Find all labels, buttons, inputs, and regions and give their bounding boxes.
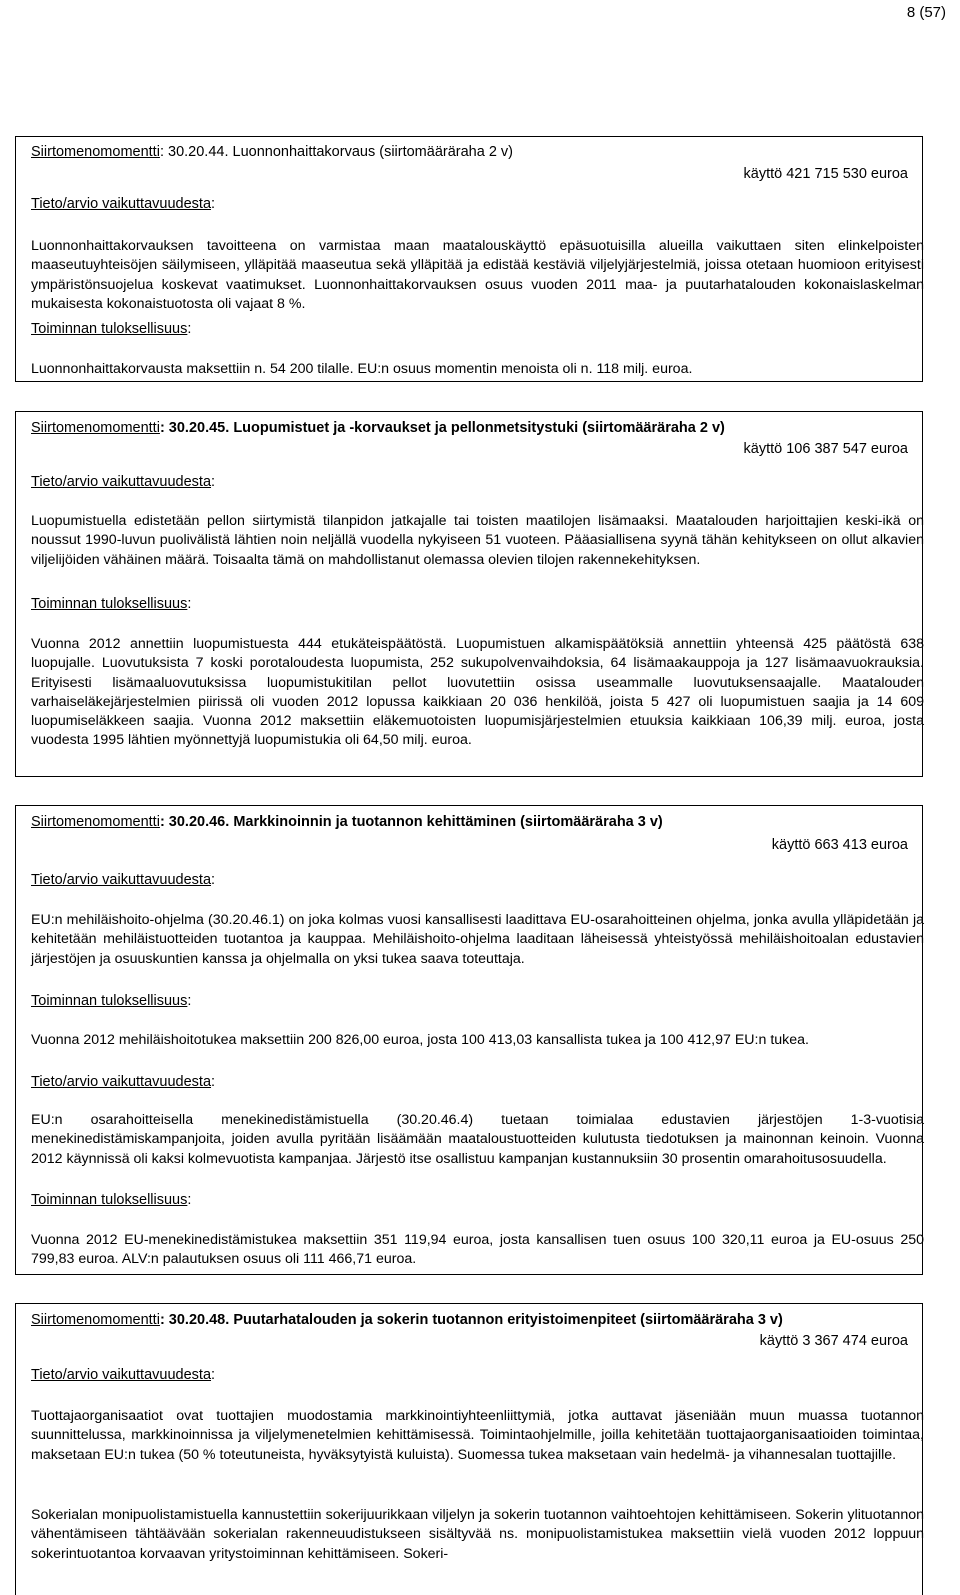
section-heading: Siirtomenomomentti: 30.20.46. Markkinoinnin ja tuotannon kehittäminen (siirtomääräraha 3 v) (31, 814, 663, 830)
effect-label: Tieto/arvio vaikuttavuudesta (31, 474, 212, 490)
moment-label: Siirtomenomomentti (31, 144, 160, 160)
performance-label: Toiminnan tuloksellisuus (31, 1192, 188, 1208)
effect-paragraph-1: EU:n mehiläishoito-ohjelma (30.20.46.1) on joka kolmas vuosi kansallisesti laadittava EU-osarahoitteinen ohjelma, jonka avulla ylläpidetään ja kehitetään mehiläistuotteiden tuotantoa ja kauppaa. Mehiläishoito-ohjelma laaditaan läheisessä yhteistyössä mehiläishoitoalan edustavien järjestöjen ja osuuskuntien kanssa ja ohjelmalla on yksi tukea saava toteuttaja. (31, 912, 924, 967)
section-30-20-45: Siirtomenomomentti: 30.20.45. Luopumistuet ja -korvaukset ja pellonmetsitystuki (siirtomääräraha 2 v) käyttö 106 387 547 euroa Tieto/arvio vaikuttavuudesta: Luopumistuella edistetään pellon siirtymistä tilanpidon jatkajalle tai toisten maatilojen lisämaaksi. Maatalouden harjoittajien keski-ikä on noussut 1990-luvun puolivälistä lähtien noin neljällä vuodella nykyiseen 51 vuoteen. Pääasiallisena syynä tähän kehitykseen on ollut alkavien viljelijöiden vähäinen määrä. Toisaalta tämä on mahdollistanut olemassa olevien tilojen rakennekehityksen. Toiminnan tuloksellisuus: Vuonna 2012 annettiin luopumistuesta 444 etukäteispäätöstä. Luopumistuen alkamispäätöksiä annettiin yhteensä 425 päätöstä 638 luopujalle. Luovutuksista 7 koski porotaloudesta luopumista, 252 sukupolvenvaihdoksia, 64 lisämaakauppoja ja 127 lisämaavuokrauksia. Erityisesti lisämaaluovutuksissa luopumistukitilan pellot luovutettiin osissa useammalle luovutuksensaajalle. Maatalouden varhaiseläkejärjestelmien piirissä oli vuoden 2012 lopussa kaikkiaan 20 036 henkilöä, joista 5 427 oli luopumistuen saajia ja 14 609 luopumiseläkkeen saajia. Vuonna 2012 maksettiin eläkemuotoisten luopumisjärjestelmien etuuksia kaikkiaan 106,39 milj. euroa, josta vuodesta 1995 lähtien myönnettyjä luopumistukia oli 64,50 milj. euroa. (15, 411, 923, 777)
moment-label: Siirtomenomomentti (31, 1312, 160, 1328)
section-30-20-46: Siirtomenomomentti: 30.20.46. Markkinoinnin ja tuotannon kehittäminen (siirtomääräraha 3 v) käyttö 663 413 euroa Tieto/arvio vaikuttavuudesta: EU:n mehiläishoito-ohjelma (30.20.46.1) on joka kolmas vuosi kansallisesti laadittava EU-osarahoitteinen ohjelma, jonka avulla ylläpidetään ja kehitetään mehiläistuotteiden tuotantoa ja kauppaa. Mehiläishoito-ohjelma laaditaan läheisessä yhteistyössä mehiläishoitoalan edustavien järjestöjen ja osuuskuntien kanssa ja ohjelmalla on yksi tukea saava toteuttaja. Toiminnan tuloksellisuus: Vuonna 2012 mehiläishoitotukea maksettiin 200 826,00 euroa, josta 100 413,03 kansallista tukea ja 100 412,97 EU:n tukea. Tieto/arvio vaikuttavuudesta: EU:n osarahoitteisella menekinedistämistuella (30.20.46.4) tuetaan toimialaa edustavien järjestöjen 1-3-vuotisia menekinedistämiskampanjoita, joiden avulla pyritään lisäämään maataloustuotteiden kulutusta tiedotuksen ja mainonnan keinoin. Vuonna 2012 käynnissä oli kaksi kolmevuotista kampanjaa. Järjestö itse osallistuu kampanjan kustannuksiin 30 prosentin omarahoitusosuudella. Toiminnan tuloksellisuus: Vuonna 2012 EU-menekinedistämistukea maksettiin 351 119,94 euroa, josta kansallisen tuen osuus 100 320,11 euroa ja EU-osuus 250 799,83 euroa. ALV:n palautuksen osuus oli 111 466,71 euroa. (15, 805, 923, 1275)
performance-paragraph: Vuonna 2012 annettiin luopumistuesta 444 etukäteispäätöstä. Luopumistuen alkamispäätöksiä annettiin yhteensä 425 päätöstä 638 luopujalle. Luovutuksista 7 koski porotaloudesta luopumista, 252 sukupolvenvaihdoksia, 64 lisämaakauppoja ja 127 lisämaavuokrauksia. Erityisesti lisämaaluovutuksissa luopumistukitilan pellot luovutettiin osissa useammalle luovutuksensaajalle. Maatalouden varhaiseläkejärjestelmien piirissä oli vuoden 2012 lopussa kaikkiaan 20 036 henkilöä, joista 5 427 oli luopumistuen saajia ja 14 609 luopumiseläkkeen saajia. Vuonna 2012 maksettiin eläkemuotoisten luopumisjärjestelmien etuuksia kaikkiaan 106,39 milj. euroa, josta vuodesta 1995 lähtien myönnettyjä luopumistukia oli 64,50 milj. euroa. (31, 636, 924, 749)
effect-paragraph-1: Tuottajaorganisaatiot ovat tuottajien muodostamia markkinointiyhteenliittymiä, jotka auttavat jäseniään muun muassa tuotannon suunnittelussa, markkinoinnissa ja viljelymenetelmien kehittämisessä. Toimintaohjelmille, joilla kehitetään tuottajaorganisaatioiden toimintaa, maksetaan EU:n tukea (50 % toteutuneista, hyväksytyistä kuluista). Suomessa tukea maksetaan vain hedelmä- ja vihannesalan tuottajille. (31, 1408, 924, 1463)
effect-paragraph-2: EU:n osarahoitteisella menekinedistämistuella (30.20.46.4) tuetaan toimialaa edustavien järjestöjen 1-3-vuotisia menekinedistämiskampanjoita, joiden avulla pyritään lisäämään maataloustuotteiden kulutusta tiedotuksen ja mainonnan keinoin. Vuonna 2012 käynnissä oli kaksi kolmevuotista kampanjaa. Järjestö itse osallistuu kampanjan kustannuksiin 30 prosentin omarahoitusosuudella. (31, 1112, 924, 1167)
section-title: Puutarhatalouden ja sokerin tuotannon erityistoimenpiteet (siirtomääräraha 3 v) (233, 1312, 783, 1328)
usage-amount: käyttö 421 715 530 euroa (743, 166, 908, 182)
moment-number: 30.20.48. (168, 1312, 230, 1328)
effect-label: Tieto/arvio vaikuttavuudesta (31, 1074, 212, 1090)
performance-label: Toiminnan tuloksellisuus (31, 596, 188, 612)
section-title: Luonnonhaittakorvaus (siirtomääräraha 2 v) (232, 144, 513, 160)
effect-label: Tieto/arvio vaikuttavuudesta (31, 872, 212, 888)
moment-number: 30.20.44. (168, 144, 229, 160)
performance-paragraph-2: Vuonna 2012 EU-menekinedistämistukea maksettiin 351 119,94 euroa, josta kansallisen tuen osuus 100 320,11 euroa ja EU-osuus 250 799,83 euroa. ALV:n palautuksen osuus oli 111 466,71 euroa. (31, 1232, 924, 1268)
usage-amount: käyttö 3 367 474 euroa (759, 1333, 908, 1349)
effect-paragraph: Luopumistuella edistetään pellon siirtymistä tilanpidon jatkajalle tai toisten maatilojen lisämaaksi. Maatalouden harjoittajien keski-ikä on noussut 1990-luvun puolivälistä lähtien noin neljällä vuodella nykyiseen 51 vuoteen. Pääasiallisena syynä tähän kehitykseen on ollut alkavien viljelijöiden vähäinen määrä. Toisaalta tämä on mahdollistanut olemassa olevien tilojen rakennekehityksen. (31, 513, 924, 568)
section-heading: Siirtomenomomentti: 30.20.44. Luonnonhaittakorvaus (siirtomääräraha 2 v) (31, 144, 513, 160)
moment-number: 30.20.46. (168, 814, 230, 830)
page-number: 8 (57) (906, 4, 946, 21)
section-title: Markkinoinnin ja tuotannon kehittäminen (siirtomääräraha 3 v) (233, 814, 663, 830)
section-heading: Siirtomenomomentti: 30.20.45. Luopumistuet ja -korvaukset ja pellonmetsitystuki (siirtomääräraha 2 v) (31, 420, 725, 436)
performance-paragraph-1: Vuonna 2012 mehiläishoitotukea maksettiin 200 826,00 euroa, josta 100 413,03 kansallista tukea ja 100 412,97 EU:n tukea. (31, 1032, 809, 1048)
moment-label: Siirtomenomomentti (31, 814, 160, 830)
effect-label: Tieto/arvio vaikuttavuudesta (31, 196, 212, 212)
performance-paragraph: Luonnonhaittakorvausta maksettiin n. 54 200 tilalle. EU:n osuus momentin menoista oli n. 118 milj. euroa. (31, 361, 693, 377)
performance-label: Toiminnan tuloksellisuus (31, 993, 188, 1009)
performance-label: Toiminnan tuloksellisuus (31, 321, 188, 337)
section-title: Luopumistuet ja -korvaukset ja pellonmetsitystuki (siirtomääräraha 2 v) (233, 420, 725, 436)
usage-amount: käyttö 663 413 euroa (771, 837, 908, 853)
effect-paragraph: Luonnonhaittakorvauksen tavoitteena on varmistaa maan maatalouskäyttö epäsuotuisilla alueilla vaikuttaen siten elinkelpoisten maaseutuyhteisöjen säilymiseen, ylläpitää maaseutua sekä ylläpitää ja edistää kestäviä viljelyjärjestelmiä, joissa otetaan huomioon erityisesti ympäristönsuojelua koskevat vaatimukset. Luonnonhaittakorvauksen osuus vuoden 2011 maa- ja puutarhatalouden kokonaislaskelman mukaisesta kokonaistuotosta oli vajaat 8 %. (31, 238, 924, 312)
effect-paragraph-2: Sokerialan monipuolistamistuella kannustettiin sokerijuurikkaan viljelyn ja sokerin tuotannon vaihtoehtojen kehittämiseen. Sokerin ylituotannon vähentämiseen tähtäävään sokerialan rakenneuudistukseen sisältyvää ns. monipuolistamistukea maksettiin vielä vuoden 2012 loppuun sokerintuotantoa korvaavan yritystoiminnan kehittämiseen. Sokeri- (31, 1507, 924, 1562)
effect-label: Tieto/arvio vaikuttavuudesta (31, 1367, 212, 1383)
section-30-20-44: Siirtomenomomentti: 30.20.44. Luonnonhaittakorvaus (siirtomääräraha 2 v) käyttö 421 715 530 euroa Tieto/arvio vaikuttavuudesta: Luonnonhaittakorvauksen tavoitteena on varmistaa maan maatalouskäyttö epäsuotuisilla alueilla vaikuttaen siten elinkelpoisten maaseutuyhteisöjen säilymiseen, ylläpitää maaseutua sekä ylläpitää ja edistää kestäviä viljelyjärjestelmiä, joissa otetaan huomioon erityisesti ympäristönsuojelua koskevat vaatimukset. Luonnonhaittakorvauksen osuus vuoden 2011 maa- ja puutarhatalouden kokonaislaskelman mukaisesta kokonaistuotosta oli vajaat 8 %. Toiminnan tuloksellisuus: Luonnonhaittakorvausta maksettiin n. 54 200 tilalle. EU:n osuus momentin menoista oli n. 118 milj. euroa. (15, 136, 923, 382)
moment-label: Siirtomenomomentti (31, 420, 160, 436)
moment-number: 30.20.45. (168, 420, 230, 436)
section-heading: Siirtomenomomentti: 30.20.48. Puutarhatalouden ja sokerin tuotannon erityistoimenpiteet (siirtomääräraha 3 v) (31, 1312, 783, 1328)
section-30-20-48: Siirtomenomomentti: 30.20.48. Puutarhatalouden ja sokerin tuotannon erityistoimenpiteet (siirtomääräraha 3 v) käyttö 3 367 474 euroa Tieto/arvio vaikuttavuudesta: Tuottajaorganisaatiot ovat tuottajien muodostamia markkinointiyhteenliittymiä, jotka auttavat jäseniään muun muassa tuotannon suunnittelussa, markkinoinnissa ja viljelymenetelmien kehittämisessä. Toimintaohjelmille, joilla kehitetään tuottajaorganisaatioiden toimintaa, maksetaan EU:n tukea (50 % toteutuneista, hyväksytyistä kuluista). Suomessa tukea maksetaan vain hedelmä- ja vihannesalan tuottajille. Sokerialan monipuolistamistuella kannustettiin sokerijuurikkaan viljelyn ja sokerin tuotannon vaihtoehtojen kehittämiseen. Sokerin ylituotannon vähentämiseen tähtäävään sokerialan rakenneuudistukseen sisältyvää ns. monipuolistamistukea maksettiin vielä vuoden 2012 loppuun sokerintuotantoa korvaavan yritystoiminnan kehittämiseen. Sokeri- (15, 1303, 923, 1595)
usage-amount: käyttö 106 387 547 euroa (743, 441, 908, 457)
